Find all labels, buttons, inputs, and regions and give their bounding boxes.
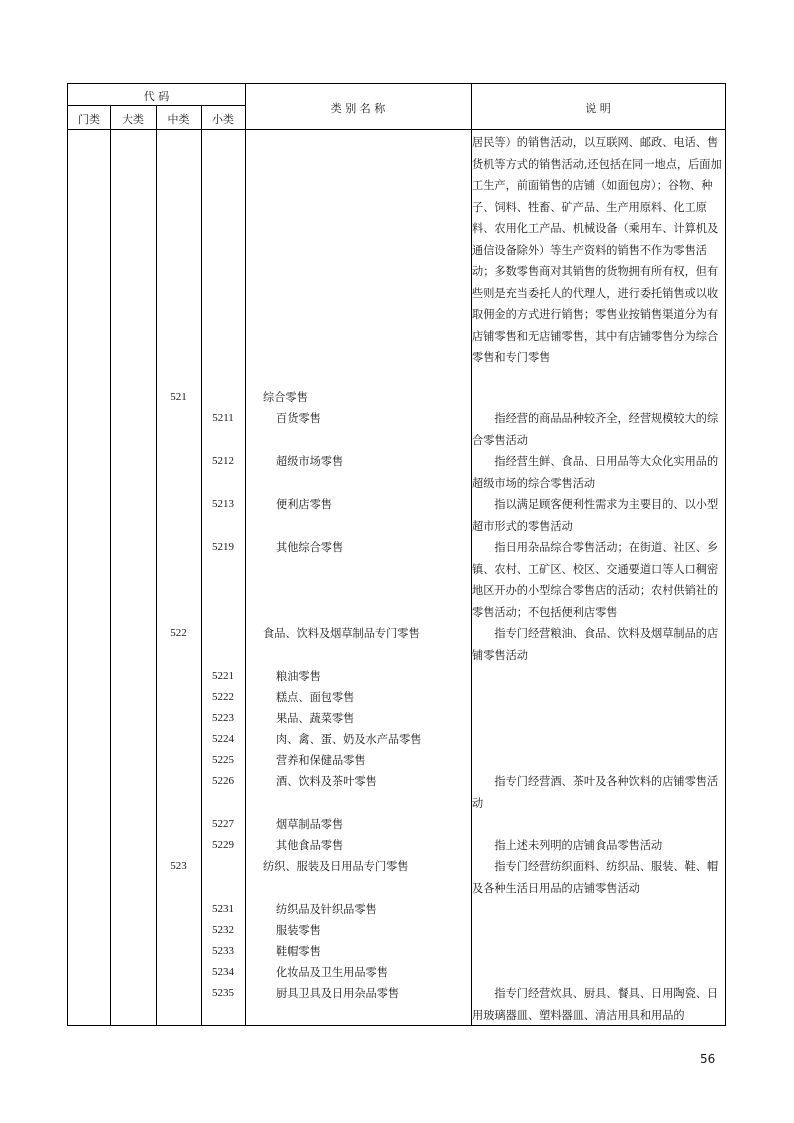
category-name: 百货零售 [276, 412, 321, 425]
xiaolei-code: 5221 [212, 670, 234, 682]
category-description: 指专门经营炊具、厨具、餐具、日用陶瓷、日用玻璃器皿、塑料器皿、清洁用具和用品的 [472, 987, 719, 1022]
header-desc: 说 明 [585, 102, 611, 115]
header-code: 代 码 [143, 90, 170, 103]
col-divider-menlei [110, 106, 111, 1025]
category-description: 指经营生鲜、食品、日用品等大众化实用品的超级市场的综合零售活动 [472, 455, 719, 490]
category-name: 超级市场零售 [276, 455, 344, 468]
xiaolei-code: 5226 [212, 775, 234, 787]
xiaolei-code: 5212 [212, 455, 234, 467]
category-description: 指上述未列明的店铺食品零售活动 [494, 839, 663, 852]
category-name: 综合零售 [263, 391, 308, 404]
zhonglei-code: 523 [170, 860, 187, 872]
header-dalei: 大类 [122, 113, 144, 126]
category-description: 指经营的商品品种较齐全，经营规模较大的综合零售活动 [472, 412, 719, 447]
category-description: 指专门经营纺织面料、纺织品、服装、鞋、帽及各种生活日用品的店铺零售活动 [472, 860, 719, 895]
xiaolei-code: 5227 [212, 818, 234, 830]
category-name: 糕点、面包零售 [276, 691, 355, 704]
category-name: 便利店零售 [276, 498, 332, 511]
xiaolei-code: 5232 [212, 924, 234, 936]
category-name: 其他食品零售 [276, 839, 344, 852]
xiaolei-code: 5224 [212, 733, 234, 745]
category-name: 食品、饮料及烟草制品专门零售 [263, 627, 420, 640]
category-name: 厨具卫具及日用杂品零售 [276, 987, 400, 1000]
page-number: 56 [700, 1052, 716, 1066]
xiaolei-code: 5231 [212, 903, 234, 915]
category-name: 粮油零售 [276, 670, 321, 683]
xiaolei-code: 5234 [212, 966, 234, 978]
header-zhonglei: 中类 [167, 113, 190, 126]
category-name: 酒、饮料及茶叶零售 [276, 775, 377, 788]
category-description: 指以满足顾客便利性需求为主要目的、以小型超市形式的零售活动 [472, 498, 719, 533]
xiaolei-code: 5229 [212, 839, 234, 851]
zhonglei-code: 521 [170, 391, 187, 403]
col-divider-dalei [156, 106, 157, 1025]
classification-table [67, 83, 726, 1026]
xiaolei-code: 5222 [212, 691, 234, 703]
category-name: 纺织、服装及日用品专门零售 [263, 860, 409, 873]
category-description: 指专门经营粮油、食品、饮料及烟草制品的店铺零售活动 [472, 627, 719, 662]
header-subdivider [68, 105, 245, 106]
category-name: 营养和保健品零售 [276, 754, 366, 767]
category-description: 指日用杂品综合零售活动；在街道、社区、乡镇、农村、工矿区、校区、交通要道口等人口稠密地区开办的小型综合零售店的活动；农村供销社的零售活动；不包括便利店零售 [472, 541, 719, 619]
xiaolei-code: 5219 [212, 541, 234, 553]
category-description: 指专门经营酒、茶叶及各种饮料的店铺零售活动 [472, 775, 719, 810]
category-name: 肉、禽、蛋、奶及水产品零售 [276, 733, 422, 746]
header-menlei: 门类 [78, 113, 100, 126]
header-name: 类 别 名 称 [330, 102, 386, 115]
xiaolei-code: 5213 [212, 498, 234, 510]
col-divider-xiaolei [245, 84, 246, 1025]
category-name: 果品、蔬菜零售 [276, 712, 355, 725]
col-divider-zhonglei [201, 106, 202, 1025]
intro-description: 居民等）的销售活动，以互联网、邮政、电话、售货机等方式的销售活动,还包括在同一地点，后面加工生产，前面销售的店铺（如面包房）；谷物、种子、饲料、牲畜、矿产品、生产用原料、化工原料、农用化工产品、机械设备（乘用车、计算机及通信设备除外）等生产资料的销售不作为零售活动；多数零售商对其销售的货物拥有所有权，但有些则是充当委托人的代理人，进行委托销售或以收取佣金的方式进行销售；零售业按销售渠道分为有店铺零售和无店铺零售，其中有店铺零售分为综合零售和专门零售 [472, 136, 722, 364]
header-bottom-line [68, 129, 725, 130]
xiaolei-code: 5211 [212, 412, 234, 424]
category-name: 其他综合零售 [276, 541, 344, 554]
xiaolei-code: 5225 [212, 754, 234, 766]
zhonglei-code: 522 [170, 627, 187, 639]
xiaolei-code: 5223 [212, 712, 234, 724]
header-xiaolei: 小类 [212, 113, 234, 126]
category-name: 化妆品及卫生用品零售 [276, 966, 388, 979]
category-name: 服装零售 [276, 924, 321, 937]
xiaolei-code: 5233 [212, 945, 234, 957]
xiaolei-code: 5235 [212, 987, 234, 999]
category-name: 纺织品及针织品零售 [276, 903, 377, 916]
category-name: 烟草制品零售 [276, 818, 344, 831]
category-name: 鞋帽零售 [276, 945, 321, 958]
